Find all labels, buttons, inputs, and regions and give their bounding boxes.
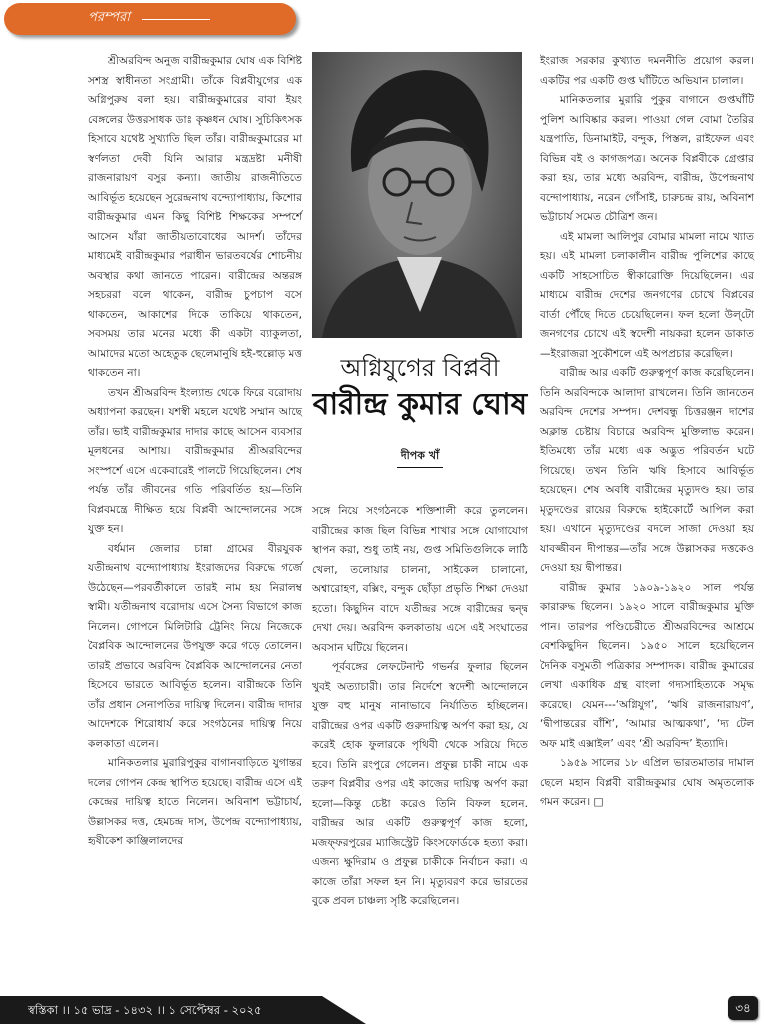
paragraph: বারীন্দ্র কুমার ১৯০৯-১৯২০ সাল পর্যন্ত কারারুদ্ধ ছিলেন। ১৯২০ সালে বারীন্দ্রকুমার মুক্তি পান। তারপর পণ্ডিচেরীতে শ্রীঅরবিন্দের আশ্রমে বেশকিছুদিন ছিলেন। ১৯৫০ সালে হয়েছিলেন দৈনিক বসুমতী পত্রিকার সম্পাদক। বারীন্দ্র কুমারের লেখা একাধিক গ্রন্থ বাংলা গদ্যসাহিত্যকে সমৃদ্ধ করেছে। যেমন---‘অগ্নিযুগ’, ‘ঋষি রাজনারায়ণ’, ‘দ্বীপান্তরের বাঁশি’, ‘আমার আত্মকথা’, ‘দ্য টেল অফ মাই এক্সাইল’ এবং ‘শ্রী অরবিন্দ’ ইত্যাদি। <box>540 581 754 750</box>
title-line-2: বারীন্দ্র কুমার ঘোষ <box>312 387 528 422</box>
paragraph: এই মামলা আলিপুর বোমার মামলা নামে খ্যাত হয়। এই মামলা চলাকালীন বারীন্দ্র পুলিশের কাছে একটি সাহসোচিত স্বীকারোক্তি দিয়েছিলেন। এর মাধ্যমে বারীন্দ্র দেশের জনগণের চোখে বিপ্লবের বার্তা পৌঁছে দিতে চেয়েছিলেন। ফল হলো উল্‌টো জনগণের চোখে এই স্বদেশী নায়করা হলেন ডাকাত—ইংরাজরা সুকৌশলে এই অপপ্রচার করেছিল। <box>540 230 754 360</box>
article-column-middle <box>312 502 528 912</box>
title-line-1: অগ্নিযুগের বিপ্লবী <box>340 354 500 382</box>
article-title <box>305 352 535 426</box>
page-number: ৩৪ <box>728 996 758 1020</box>
paragraph: ইংরাজ সরকার কুখ্যাত দমননীতি প্রয়োগ করল। একটির পর একটি গুপ্ত ঘাঁটিতে অভিযান চালাল। <box>540 55 754 87</box>
paragraph: তখন শ্রীঅরবিন্দ ইংল্যান্ড থেকে ফিরে বরোদায় অধ্যাপনা করছেন। যশস্বী মহলে যথেষ্ট সম্মান আছে তাঁর। ভাই বারীন্দ্রকুমার দাদার কাছে আসেন ব্যবসার মূলধনের আশায়। বারীন্দ্রকুমার শ্রীঅরবিন্দের সংস্পর্শে এসে একেবারেই পালটে গিয়েছিলেন। শেষ পর্যন্ত তাঁর জীবনের গতি পরিবর্তিত হয়—তিনি বিপ্লবমন্ত্রে দীক্ষিত হয়ে বিপ্লবী আন্দোলনের সঙ্গে যুক্ত হন। <box>88 386 302 535</box>
paragraph: মানিকতলার মুরারি পুকুর বাগানে গুপ্তঘাঁটি পুলিশ আবিষ্কার করল। পাওয়া গেল বোমা তৈরির যন্ত্রপাতি, ডিনামাইট, বন্দুক, পিস্তল, রাইফেল এবং বিভিন্ন বই ও কাগজপত্র। অনেক বিপ্লবীকে গ্রেপ্তার করা হয়, তার মধ্যে অরবিন্দ, বারীন্দ্র, উপেন্দ্রনাথ বন্দোপাধ্যায়, নরেন গোঁসাই, চারুচন্দ্র রায়, অবিনাশ ভট্টাচার্য সমেত চৌত্রিশ জন। <box>540 94 754 223</box>
footer-issue-line: স্বস্তিকা ।। ১৫ ভাদ্র - ১৪৩২ ।। ১ সেপ্টেম্বর - ২০২৫ <box>28 1003 262 1017</box>
section-rule <box>142 19 210 20</box>
paragraph: বারীন্দ্র আর একটি গুরুত্বপূর্ণ কাজ করেছিলেন। তিনি অরবিন্দকে আলাদা রাখলেন। তিনি জানতেন অরবিন্দ দেশের সম্পদ। দেশবন্ধু চিত্তরঞ্জন দাশের অক্লান্ত চেষ্টায় বিচারে অরবিন্দ মুক্তিলাভ করেন। ইতিমধ্যে তাঁর মধ্যে এক অদ্ভুত পরিবর্তন ঘটে গিয়েছে। তখন তিনি ঋষি হিসাবে আবির্ভূত হয়েছেন। শেষ অবধি বারীন্দ্রের মৃত্যুদণ্ড হয়। তার মৃতুদণ্ডের রায়ের বিরুদ্ধে হাইকোর্টে আপিল করা হয়। এখানে মৃত্যুদণ্ডের বদলে সাজা দেওয়া হয় যাবজ্জীবন দীপান্তর—তাঁর সঙ্গে উল্লাসকর দত্তকেও দেওয়া হয় দ্বীপান্তর। <box>540 367 754 574</box>
paragraph: সঙ্গে নিয়ে সংগঠনকে শক্তিশালী করে তুললেন। বারীন্দ্রের কাজ ছিল বিভিন্ন শাখার সঙ্গে যোগাযোগ স্থাপন করা, শুধু তাই নয়, গুপ্ত সমিতিগুলিকে লাঠি খেলা, তলোয়ার চালনা, সাইকেল চালানো, অশ্বারোহণ, বক্সিং, বন্দুক ছোঁড়া প্রভৃতি শিক্ষা দেওয়া হতো। কিছুদিন বাদে যতীন্দ্রর সঙ্গে বারীন্দ্রের দ্বন্দ্ব দেখা দেয়। অরবিন্দ কলকাতায় এসে এই সংঘাতের অবসান ঘটিয়ে ছিলেন। <box>312 505 528 654</box>
portrait-photo-icon <box>312 52 522 338</box>
paragraph: বর্ধমান জেলার চান্না গ্রামের বীরযুবক যতীন্দ্রনাথ বন্দ্যোপাধ্যায় ইংরাজদের বিরুদ্ধে গর্জে উঠেছেন—পরবর্তীকালে তারই নাম হয় নিরালম্ব স্বামী। যতীন্দ্রনাথ বরোদায় এসে সৈন্য বিভাগে কাজ নিলেন। গোপনে মিলিটারি ট্রেনিং নিয়ে নিজেকে বৈপ্লবিক আন্দোলনের উপযুক্ত করে গড়ে তোলেন। তারই প্রভাবে অরবিন্দ বৈপ্লবিক আন্দোলনের নেতা হিসেবে ভারতে আবির্ভূত হলেন। বারীন্দ্রকে তিনি তাঁর প্রধান সেনাপতির দায়িত্ব দিলেন। বারীন্দ্র দাদার আদেশকে শিরোধার্য করে সংগঠনের দায়িত্ব নিয়ে কলকাতা এলেন। <box>88 542 302 750</box>
portrait-photo <box>312 52 522 338</box>
article-column-right <box>540 52 754 813</box>
section-tab <box>4 3 296 35</box>
paragraph: শ্রীঅরবিন্দ অনুজ বারীন্দ্রকুমার ঘোষ এক বিশিষ্ট সশস্ত্র স্বাধীনতা সংগ্রামী। তাঁকে বিপ্লবীযুগের এক অগ্নিপুরুষ বলা হয়। বারীন্দ্রকুমারের বাবা ইয়ং বেঙ্গলের উত্তরসাধক ডাঃ কৃষ্ণধন ঘোষ। সুচিকিৎসক হিসাবে যথেষ্ট সুখ্যাতি ছিল তাঁর। বারীন্দ্রকুমারের মা স্বর্ণলতা দেবী যিনি আরার মন্ত্রদ্রষ্টা মনীষী রাজনারায়ণ বসুর কন্যা। জাতীয় রাজনীতিতে আবির্ভূত হয়েছেন সুরেন্দ্রনাথ বন্দ্যোপাধ্যায়, কিশোর বারীন্দ্রকুমার এমন কিছু বিশিষ্ট শিক্ষকের সম্পর্শে আসেন যাঁরা জাতীয়তাবোধের আদর্শ। তাঁদের মাধ্যমেই বারীন্দ্রকুমার পরাধীন ভারতবর্ষের শোচনীয় অবস্থার কথা জানতে পারেন। বারীন্দ্রের অন্তরঙ্গ সহচররা বলে থাকেন, বারীন্দ্র চুপচাপ বসে থাকতেন, আকাশের দিকে তাকিয়ে থাকতেন, সবসময় তার মনের মধ্যে কী একটা ব্যাকুলতা, আমাদের মতো অহেতুক ছেলেমানুষি হই-হুল্লোড় মত্ত থাকতেন না। <box>88 55 302 379</box>
paragraph: ১৯৫৯ সালের ১৮ এপ্রিল ভারতমাতার দামাল ছেলে মহান বিপ্লবী বারীন্দ্রকুমার ঘোষ অমৃতলোক গমন করেন। □ <box>540 757 754 808</box>
author-name: দীপক খাঁ <box>397 448 443 468</box>
article-column-left <box>88 52 302 852</box>
paragraph: পূর্ববঙ্গের লেফটেনান্ট গভর্নর ফুলার ছিলেন খুবই অত্যাচারী। তার নির্দেশে স্বদেশী আন্দোলনে যুক্ত বহু মানুষ নানাভাবে নির্যাতিত হচ্ছিলেন। বারীন্দ্রের ওপর একটি গুরুদায়িত্ব অর্পণ করা হয়, যে করেই হোক ফুলারকে পৃথিবী থেকে সরিয়ে দিতে হবে। তিনি রংপুরে গেলেন। প্রফুল্ল চাকী নামে এক তরুণ বিপ্লবীর ওপর এই কাজের দায়িত্ব অর্পণ করা হলো—কিন্তু চেষ্টা করেও তিনি বিফল হলেন. বারীন্দ্রর আর একটি গুরুত্বপূর্ণ কাজ হলো, মজফ্‌ফরপুরের ম্যাজিস্ট্রেট কিংসফোর্ডকে হত্যা করা। এজন্য ক্ষুদিরাম ও প্রফুল্ল চাকীকে নির্বাচন করা। এ কাজে তাঁরা সফল হন নি। মৃত্যুবরণ করে ভারতের বুকে প্রবল চাঞ্চল্য সৃষ্টি করেছিলেন। <box>312 661 528 907</box>
paragraph: মানিকতলার মুরারিপুকুর বাগানবাড়িতে যুগান্তর দলের গোপন কেন্দ্র স্থাপিত হয়েছে। বারীন্দ্র এসে এই কেন্দ্রের দায়িত্ব হাতে নিলেন। অবিনাশ ভট্টাচার্য, উল্লাসকর দত্ত, হেমচন্দ্র দাস, উপেন্দ্র বন্দ্যোপাধ্যায়, হৃষীকেশ কাঞ্জিলালদের <box>88 757 302 847</box>
byline <box>305 444 535 468</box>
section-label: পরম্পরা <box>88 10 130 25</box>
